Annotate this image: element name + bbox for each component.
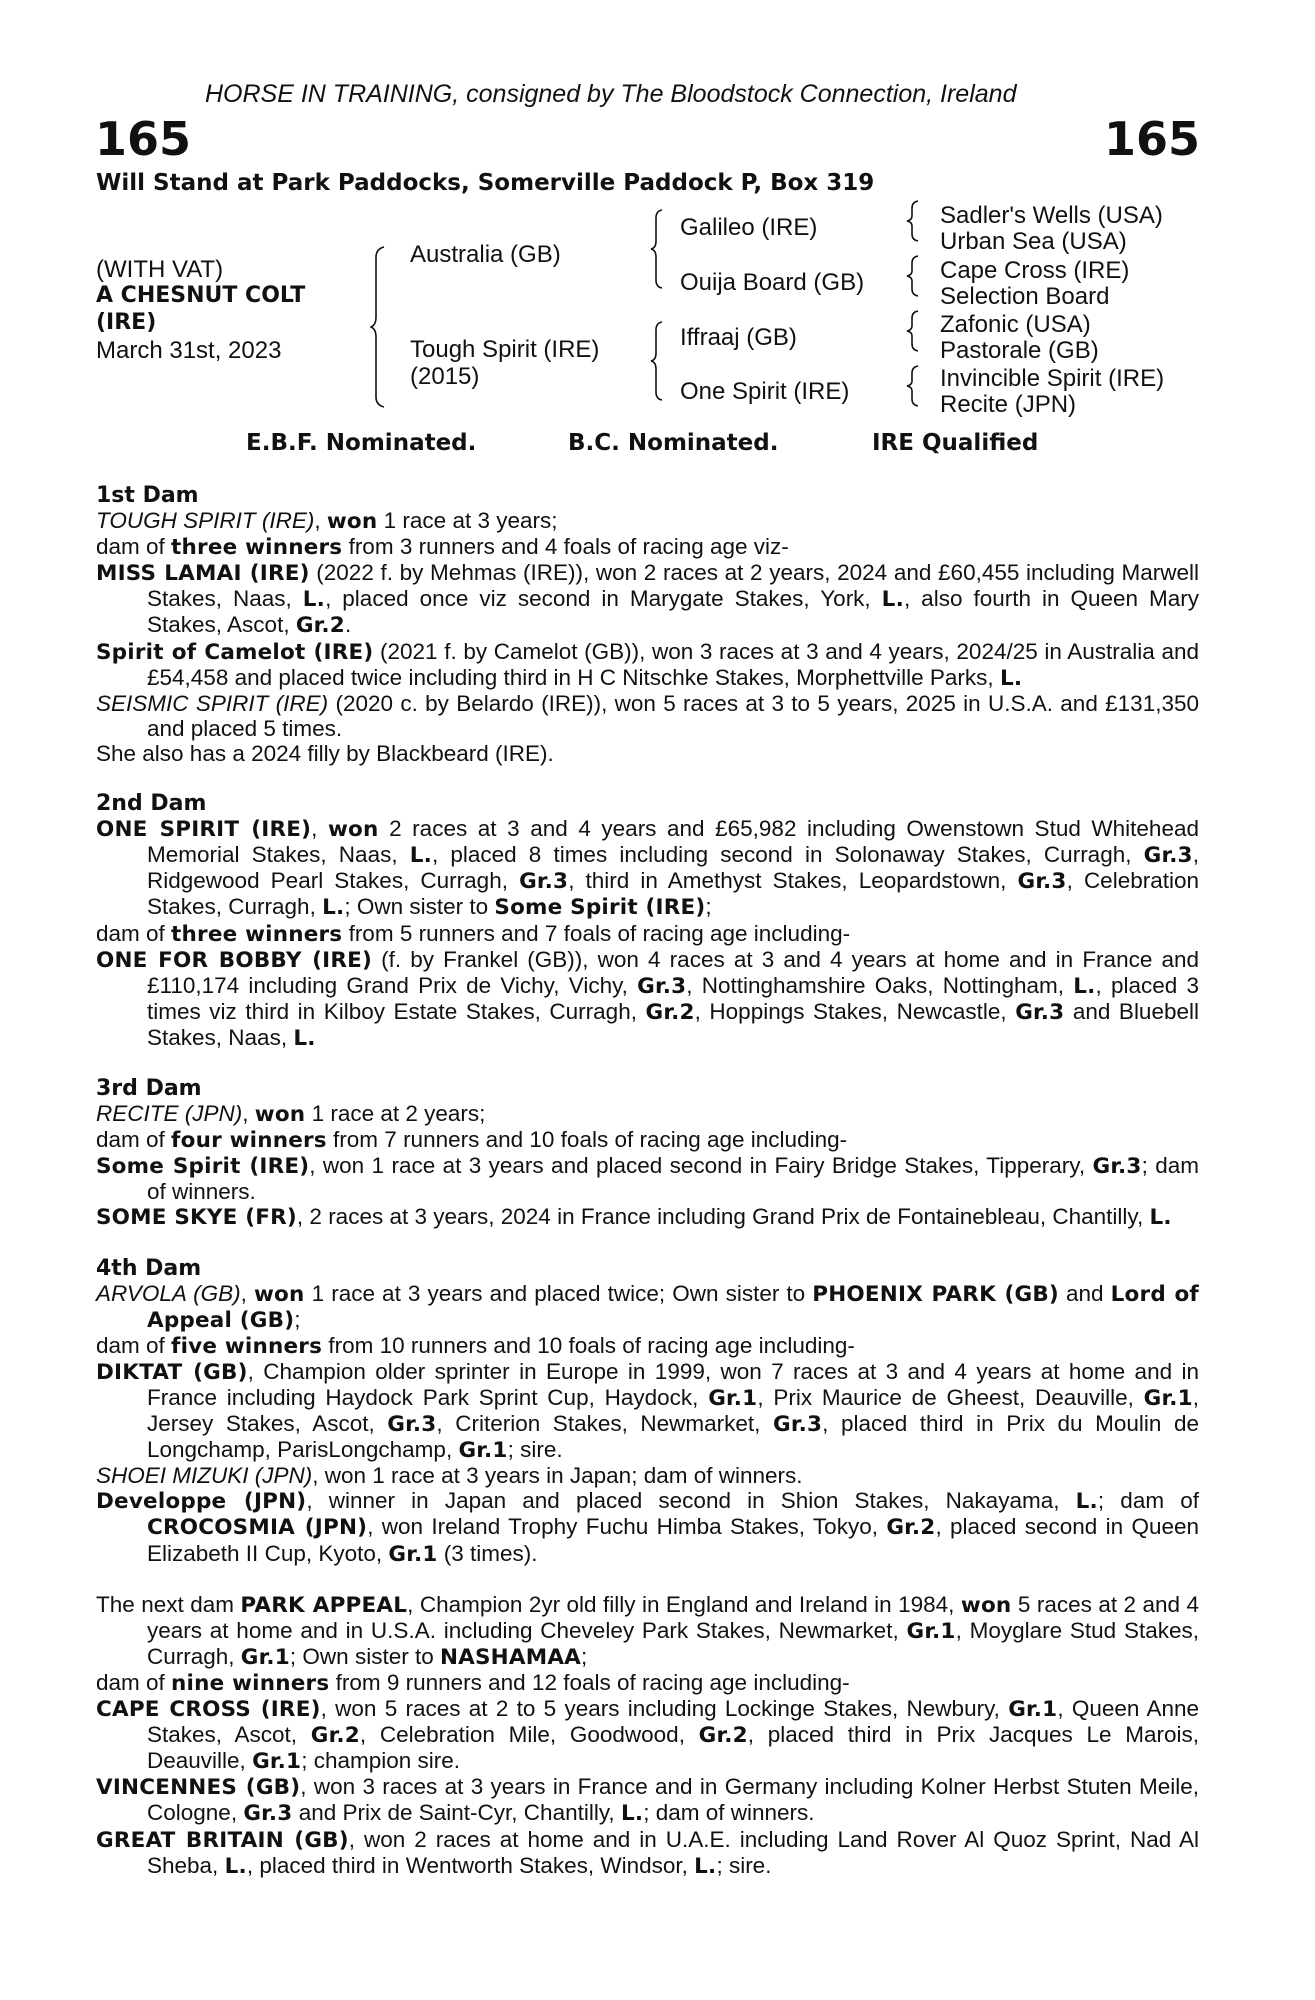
produce-some-skye: SOME SKYE (FR), 2 races at 3 years, 2024 in France including Grand Prix de Fontainebleau, Chantilly, L. [96, 1204, 1172, 1231]
lot-number-right: 165 [1103, 112, 1200, 166]
sire-dam-name: Ouija Board (GB) [680, 269, 865, 296]
pedigree-brace-main [370, 245, 390, 410]
produce-diktat: DIKTAT (GB), Champion older sprinter in Europe in 1999, won 7 races at 3 and 4 years at home and in France including Haydock Park Sprint Cup, Haydock, Gr.1, Prix Maurice de Gheest, Deauville, Gr.1, Jersey Stakes, Ascot, Gr.3, Criterion Stakes, Newmarket, Gr.3, placed third in Prix du Moulin de Longchamp, ParisLongchamp, Gr.1; sire. [96, 1358, 1200, 1464]
produce-great-britain: GREAT BRITAIN (GB), won 2 races at home and in U.A.E. including Land Rover Al Quoz Sprint, Nad Al Sheba, L., placed third in Wentworth Stakes, Windsor, L.; sire. [96, 1826, 1199, 1879]
pedigree-brace-g4 [906, 364, 922, 408]
third-dam-heading: 3rd Dam [96, 1075, 202, 1101]
next-dam-produce-summary: dam of nine winners from 9 runners and 12 foals of racing age including- [96, 1669, 850, 1696]
dam-sire-name: Iffraaj (GB) [680, 324, 797, 351]
first-dam-record: TOUGH SPIRIT (IRE), won 1 race at 3 years; [96, 508, 558, 535]
third-dam-produce-summary: dam of four winners from 7 runners and 10 foals of racing age including- [96, 1127, 848, 1154]
first-dam-produce-summary: dam of three winners from 3 runners and 4 foals of racing age viz- [96, 534, 789, 561]
pedigree-brace-sire [650, 208, 666, 290]
produce-spirit-of-camelot: Spirit of Camelot (IRE) (2021 f. by Camelot (GB)), won 3 races at 3 and 4 years, 2024/25 in Australia and £54,458 and placed twice including third in H C Nitschke Stakes, Morphettville Parks, L. [96, 638, 1199, 691]
great-granddam-2: Urban Sea (USA) [940, 228, 1127, 255]
produce-some-spirit: Some Spirit (IRE), won 1 race at 3 years and placed second in Fairy Bridge Stakes, Tipperary, Gr.3; dam of winners. [96, 1153, 1199, 1205]
pedigree-brace-g1 [906, 199, 922, 243]
second-dam-heading: 2nd Dam [96, 791, 207, 817]
pedigree-brace-g3 [906, 309, 922, 353]
produce-seismic-spirit: SEISMIC SPIRIT (IRE) (2020 c. by Belardo (IRE)), won 5 races at 3 to 5 years, 2025 in U.S.A. and £131,350 and placed 5 times. [96, 690, 1199, 741]
bc-nomination: B.C. Nominated. [568, 430, 779, 456]
third-dam-record: RECITE (JPN), won 1 race at 2 years; [96, 1101, 486, 1128]
consignment-header: HORSE IN TRAINING, consigned by The Bloodstock Connection, Ireland [205, 80, 1017, 108]
fourth-dam-record: ARVOLA (GB), won 1 race at 3 years and placed twice; Own sister to PHOENIX PARK (GB) and Lord of Appeal (GB); [96, 1280, 1199, 1333]
dam-name: Tough Spirit (IRE) [410, 336, 600, 363]
horse-name: A CHESNUT COLT [96, 283, 306, 308]
produce-developpe: Developpe (JPN), winner in Japan and placed second in Shion Stakes, Nakayama, L.; dam of CROCOSMIA (JPN), won Ireland Trophy Fuchu Himba Stakes, Tokyo, Gr.2, placed second in Queen Elizabeth II Cup, Kyoto, Gr.1 (3 times). [96, 1488, 1200, 1567]
great-granddam-4: Selection Board [940, 283, 1110, 310]
great-granddam-8: Recite (JPN) [940, 391, 1077, 418]
dam-foaled-year: (2015) [410, 363, 480, 390]
fourth-dam-name: ARVOLA (GB) [96, 1280, 241, 1306]
next-dam-record: The next dam PARK APPEAL, Champion 2yr old filly in England and Ireland in 1984, won 5 races at 2 and 4 years at home and in U.S.A. including Cheveley Park Stakes, Newmarket, Gr.1, Moyglare Stud Stakes, Curragh, Gr.1; Own sister to NASHAMAA; [96, 1591, 1199, 1670]
produce-miss-lamai: MISS LAMAI (IRE) (2022 f. by Mehmas (IRE)), won 2 races at 2 years, 2024 and £60,455 including Marwell Stakes, Naas, L., placed once viz second in Marygate Stakes, York, L., also fourth in Queen Mary Stakes, Ascot, Gr.2. [96, 560, 1199, 639]
dam-dam-name: One Spirit (IRE) [680, 378, 850, 405]
great-grandsire-3: Cape Cross (IRE) [940, 257, 1130, 284]
vat-status: (WITH VAT) [96, 256, 224, 283]
first-dam-also-note: She also has a 2024 filly by Blackbeard (IRE). [96, 740, 554, 766]
produce-one-for-bobby: ONE FOR BOBBY (IRE) (f. by Frankel (GB)), won 4 races at 3 and 4 years at home and in France and £110,174 including Grand Prix de Vichy, Vichy, Gr.3, Nottinghamshire Oaks, Nottingham, L., placed 3 times viz third in Kilboy Estate Stakes, Curragh, Gr.2, Hoppings Stakes, Newcastle, Gr.3 and Bluebell Stakes, Naas, L. [96, 946, 1199, 1051]
next-dam-name: PARK APPEAL [240, 1592, 408, 1618]
second-dam-name: ONE SPIRIT (IRE) [96, 817, 312, 843]
produce-cape-cross: CAPE CROSS (IRE), won 5 races at 2 to 5 years including Lockinge Stakes, Newbury, Gr.1, Queen Anne Stakes, Ascot, Gr.2, Celebration Mile, Goodwood, Gr.2, placed third in Prix Jacques Le Marois, Deauville, Gr.1; champion sire. [96, 1696, 1199, 1775]
lot-number-left: 165 [95, 112, 192, 166]
great-grandsire-5: Zafonic (USA) [940, 311, 1091, 338]
second-dam-record: ONE SPIRIT (IRE), won 2 races at 3 and 4 years and £65,982 including Owenstown Stud Whitehead Memorial Stakes, Naas, L., placed 8 times including second in Solonaway Stakes, Curragh, Gr.3, Ridgewood Pearl Stakes, Curragh, Gr.3, third in Amethyst Stakes, Leopardstown, Gr.3, Celebration Stakes, Curragh, L.; Own sister to Some Spirit (IRE); [96, 816, 1200, 921]
fourth-dam-produce-summary: dam of five winners from 10 runners and 10 foals of racing age including- [96, 1332, 855, 1359]
produce-shoei-mizuki: SHOEI MIZUKI (JPN), won 1 race at 3 years in Japan; dam of winners. [96, 1463, 803, 1489]
ebf-nomination: E.B.F. Nominated. [246, 430, 477, 456]
ire-qualification: IRE Qualified [872, 430, 1039, 456]
third-dam-name: RECITE (JPN) [96, 1101, 243, 1127]
stabling-location: Will Stand at Park Paddocks, Somerville Paddock P, Box 319 [96, 170, 875, 196]
second-dam-produce-summary: dam of three winners from 5 runners and 7 foals of racing age including- [96, 920, 851, 947]
first-dam-heading: 1st Dam [96, 483, 199, 508]
foaling-date: March 31st, 2023 [96, 337, 282, 364]
catalogue-body [96, 483, 1199, 1879]
horse-name-suffix: (IRE) [96, 310, 157, 335]
great-grandsire-1: Sadler's Wells (USA) [940, 202, 1163, 229]
pedigree-brace-dam [650, 320, 666, 402]
pedigree-brace-g2 [906, 254, 922, 298]
sire-name: Australia (GB) [410, 241, 561, 268]
sire-sire-name: Galileo (IRE) [680, 214, 818, 241]
fourth-dam-heading: 4th Dam [96, 1255, 202, 1281]
first-dam-name: TOUGH SPIRIT (IRE) [96, 508, 315, 534]
produce-vincennes: VINCENNES (GB), won 3 races at 3 years in France and in Germany including Kolner Herbst Stuten Meile, Cologne, Gr.3 and Prix de Saint-Cyr, Chantilly, L.; dam of winners. [96, 1774, 1199, 1827]
great-grandsire-7: Invincible Spirit (IRE) [940, 365, 1165, 392]
great-granddam-6: Pastorale (GB) [940, 337, 1099, 364]
